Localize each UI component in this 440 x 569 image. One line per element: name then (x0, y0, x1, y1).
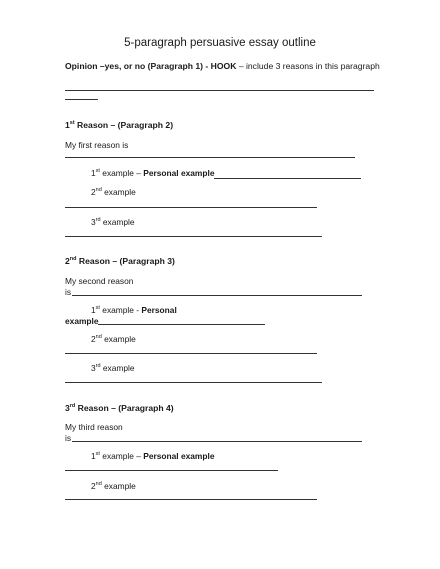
opinion-lead: Opinion (65, 61, 98, 71)
section-2-heading: 2nd Reason – (Paragraph 3) (65, 256, 175, 266)
section-1-example-1-line[interactable] (214, 178, 361, 179)
section-1-example-2: 2nd example (91, 187, 136, 197)
section-1-example-1: 1st example – Personal example (91, 168, 215, 178)
section-3-example-1-line[interactable] (65, 470, 278, 471)
opinion-hook: HOOK (210, 61, 237, 71)
section-2-example-1: 1st example - Personal (91, 305, 177, 315)
section-3-heading: 3rd Reason – (Paragraph 4) (65, 403, 174, 413)
section-2-example-2-line[interactable] (65, 353, 317, 354)
section-2-reason-line[interactable] (72, 295, 362, 296)
section-2-example-1-cont: example (65, 316, 99, 326)
section-2-prompt-line-1: My second reason (65, 276, 134, 286)
section-3-prompt-line-1: My third reason (65, 422, 123, 432)
section-1-example-3-line[interactable] (65, 236, 322, 237)
opinion-paragraph: –yes, or no (Paragraph 1) - (97, 61, 211, 71)
opinion-answer-line-1[interactable] (65, 90, 374, 91)
section-2-example-1-line[interactable] (98, 324, 265, 325)
opinion-instruction: – include 3 reasons in this paragraph (236, 61, 380, 71)
section-1-prompt: My first reason is (65, 140, 129, 150)
section-2-prompt-line-2: is (65, 287, 72, 297)
section-3-example-2: 2nd example (91, 481, 136, 491)
section-1-reason-line[interactable] (65, 157, 355, 158)
section-1-example-2-line[interactable] (65, 207, 317, 208)
section-2-example-3-line[interactable] (65, 382, 322, 383)
section-2-example-2: 2nd example (91, 334, 136, 344)
page-title: 5-paragraph persuasive essay outline (124, 37, 316, 49)
section-1-example-3: 3rd example (91, 217, 135, 227)
section-3-example-1: 1st example – Personal example (91, 451, 215, 461)
section-3-example-2-line[interactable] (65, 499, 317, 500)
section-2-example-3: 3rd example (91, 363, 135, 373)
section-3-prompt-line-2: is (65, 433, 72, 443)
opinion-answer-line-2[interactable] (65, 99, 98, 100)
section-1-heading: 1st Reason – (Paragraph 2) (65, 120, 174, 130)
opinion-prompt (65, 61, 380, 71)
section-3-reason-line[interactable] (72, 441, 362, 442)
